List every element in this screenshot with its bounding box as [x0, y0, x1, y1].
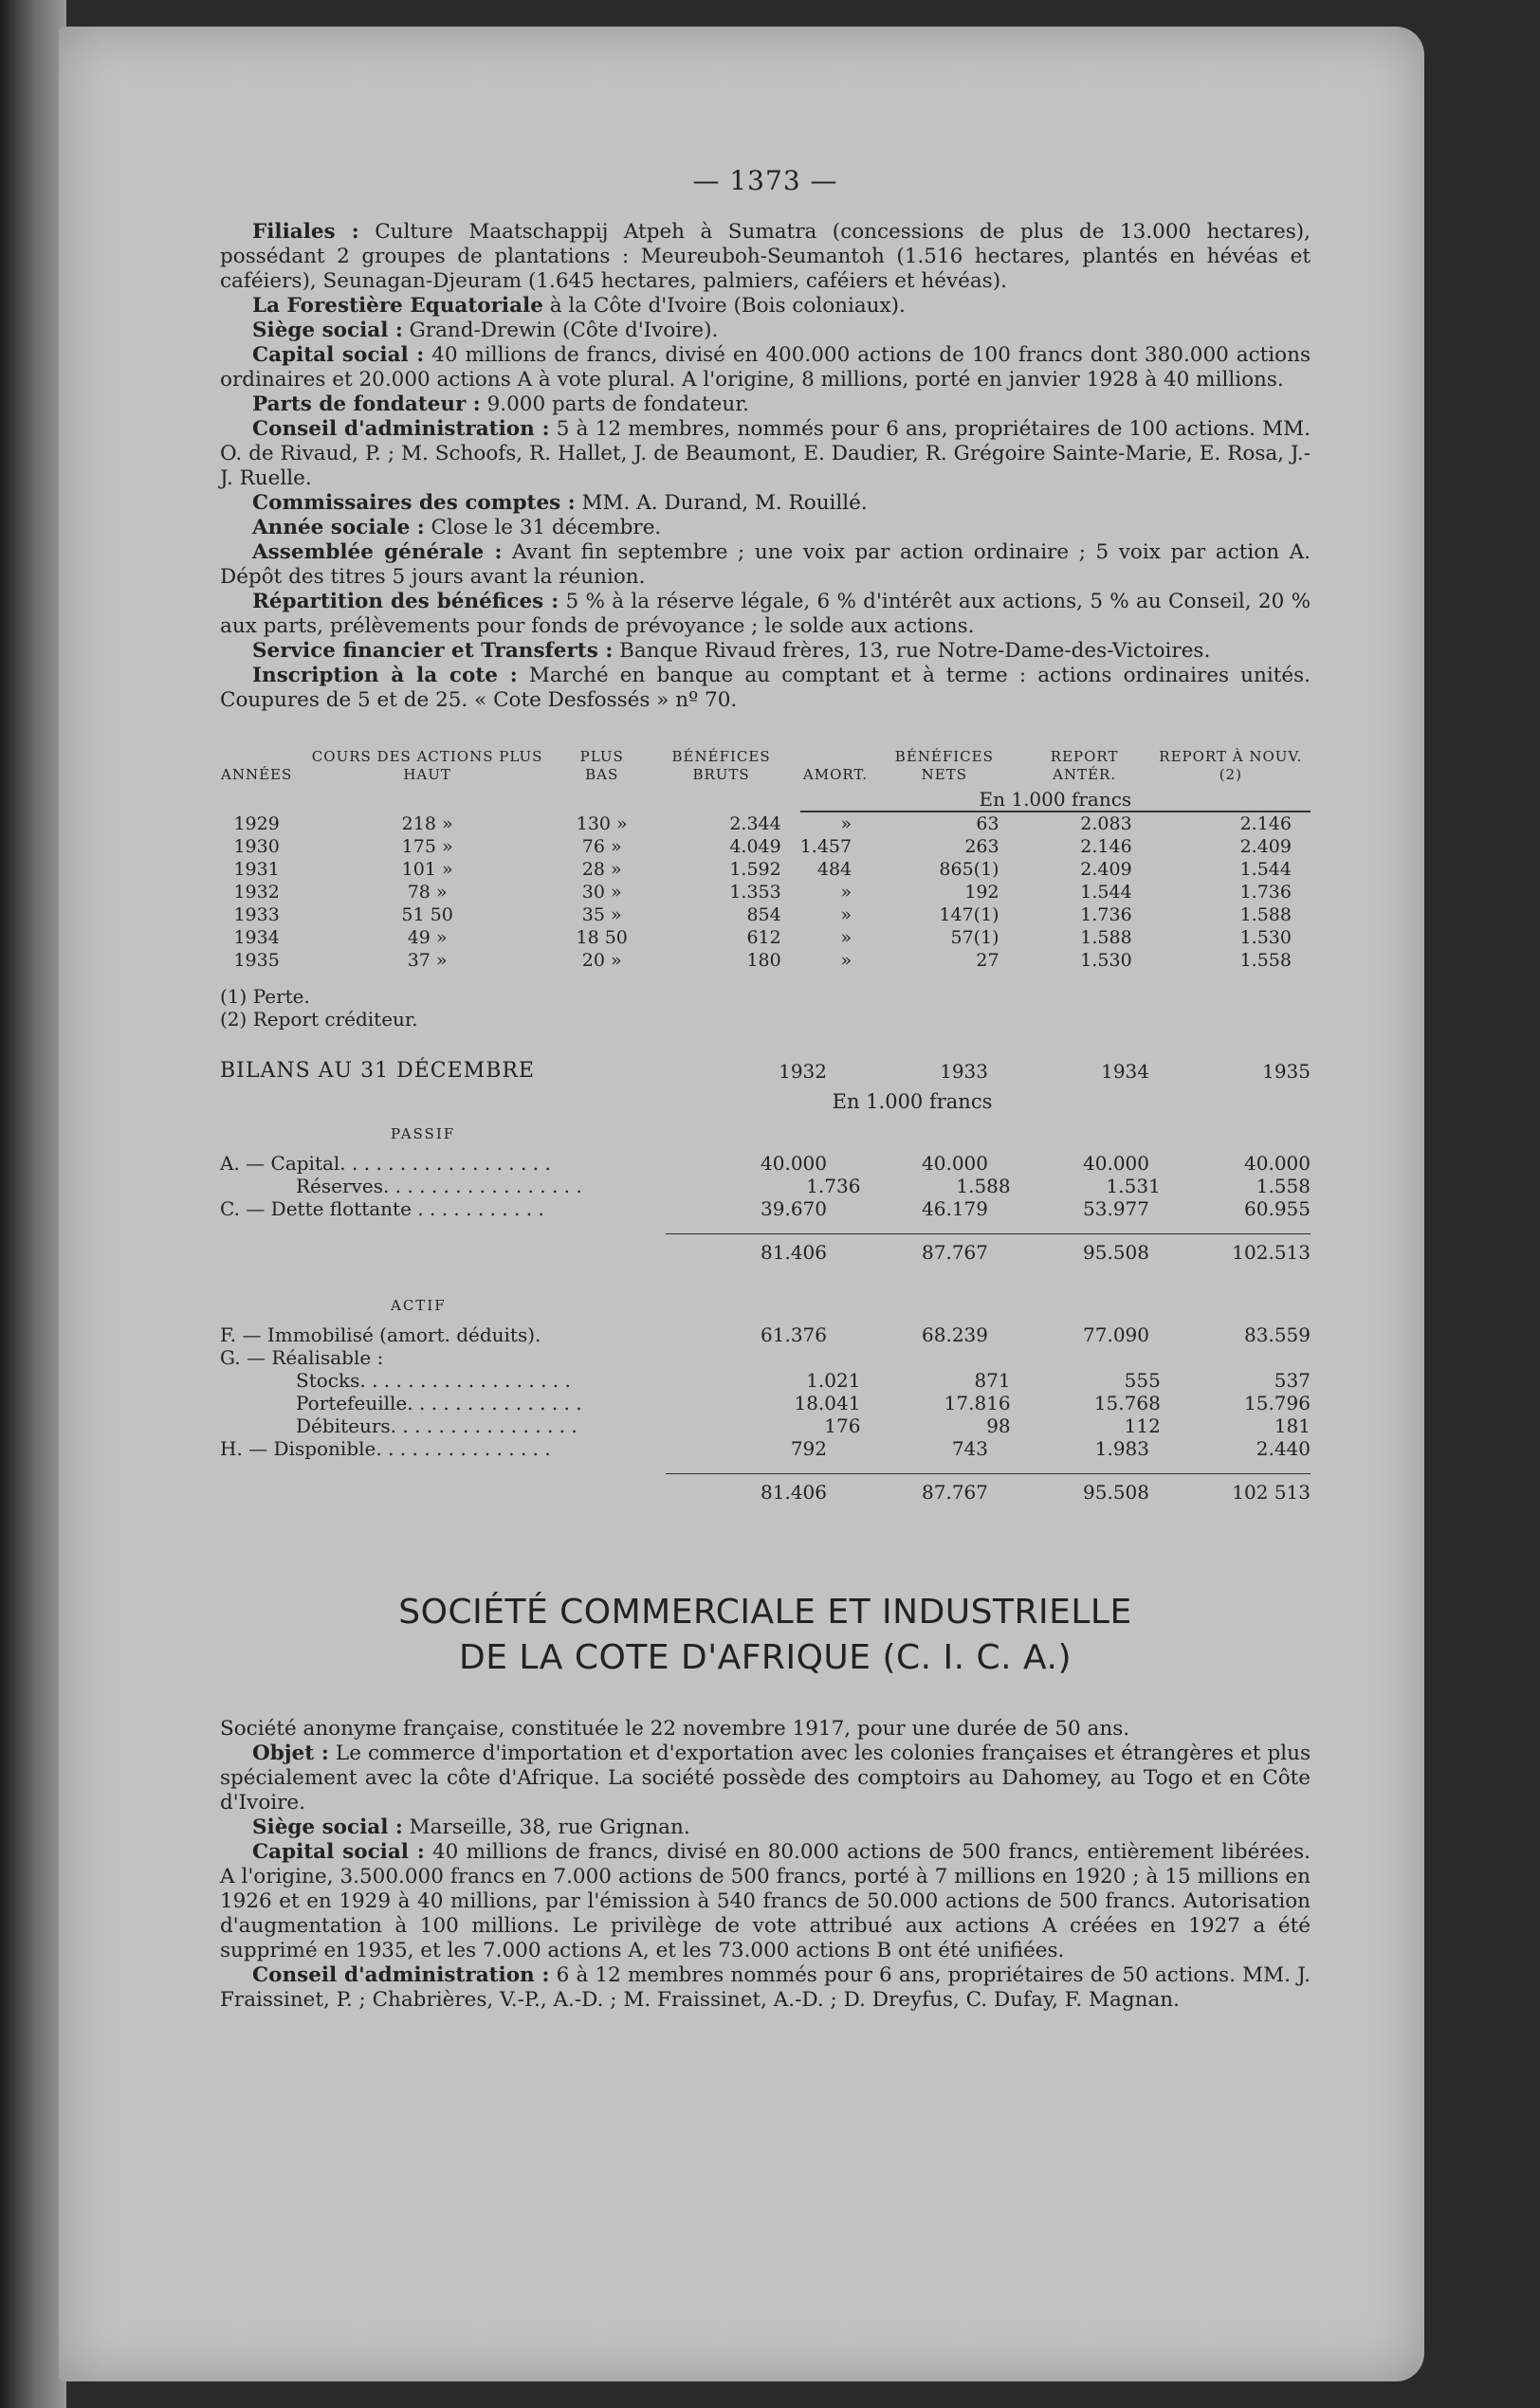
company-heading-line1: SOCIÉTÉ COMMERCIALE ET INDUSTRIELLE — [398, 1593, 1132, 1632]
balance-value: 181 — [1274, 1414, 1311, 1437]
paragraph — [220, 343, 1311, 392]
table-cell: 2.146 — [1239, 813, 1292, 834]
table-row — [220, 949, 1311, 972]
balance-row-label: Débiteurs. . . . . . . . . . . . . . . . — [296, 1414, 578, 1437]
page-content — [220, 165, 1311, 2013]
balance-value: 46.179 — [922, 1197, 988, 1220]
paragraph — [220, 1840, 1311, 1963]
paragraph — [220, 540, 1311, 590]
table-cell: 2.146 — [1080, 836, 1132, 857]
total-value: 87.767 — [827, 1233, 988, 1265]
balance-value: 61.376 — [761, 1323, 827, 1346]
actif-total-row — [220, 1466, 1311, 1505]
balance-row — [220, 1369, 1311, 1392]
balance-row-label: C. — Dette flottante . . . . . . . . . . . — [220, 1197, 544, 1220]
paragraph-text: 40 millions de francs, divisé en 80.000 actions de 500 francs, entièrement libérées. A l'origine, 3.500.000 francs en 7.000 actions de 500 francs, porté à 7 millions en 1920 ; à 15 millions en 1926 et en 1929 à 40 millions, par l'émission à 540 francs de 50.000 actions de 500 francs. Autorisation d'augmentation à 100 millions. Le privilège de vote attribué aux actions A créées en 1927 a été supprimé en 1935, et les 7.000 actions A, et les 73.000 actions B ont été unifiées. — [220, 1840, 1311, 1962]
table-cell: 4.049 — [729, 836, 781, 857]
paragraph-label: Répartition des bénéfices : — [252, 590, 559, 613]
balance-value: 40.000 — [1083, 1152, 1149, 1175]
table-cell: 1932 — [233, 882, 280, 903]
balance-value — [1149, 1346, 1311, 1369]
company-details-section — [220, 220, 1311, 713]
balance-value: 871 — [974, 1369, 1011, 1392]
paragraph — [220, 1742, 1311, 1815]
paragraph-text: Close le 31 décembre. — [424, 516, 662, 539]
column-header: BÉNÉFICES BRUTS — [671, 748, 771, 783]
paragraph — [220, 639, 1311, 664]
table-cell: 1.736 — [1080, 904, 1132, 925]
table-cell: 484 — [816, 859, 852, 880]
table-row — [220, 858, 1311, 881]
table-cell: » — [840, 882, 852, 903]
balance-row-label: F. — Immobilisé (amort. déduits). — [220, 1323, 541, 1346]
balance-value: 1.736 — [806, 1175, 861, 1197]
table-cell: 1.530 — [1080, 950, 1132, 971]
table-cell: 218 » — [401, 813, 453, 834]
total-value: 102 513 — [1149, 1473, 1311, 1505]
performance-unit-label: En 1.000 francs — [800, 788, 1311, 812]
balance-value: 1.558 — [1256, 1175, 1311, 1197]
table-cell: 30 » — [581, 882, 622, 903]
passif-total-row — [220, 1226, 1311, 1265]
table-cell: 1929 — [233, 813, 280, 834]
table-cell: 1.544 — [1080, 882, 1132, 903]
balance-row-label: Stocks. . . . . . . . . . . . . . . . . . — [296, 1369, 571, 1392]
paragraph-text: Le commerce d'importation et d'exportation avec les colonies françaises et étrangères et plus spécialement avec la côte d'Afrique. La société possède des comptoirs au Dahomey, au Togo et en Côte d'Ivoire. — [220, 1742, 1311, 1815]
table-cell: » — [840, 950, 852, 971]
balance-row — [220, 1175, 1311, 1197]
page-number: — 1373 — — [692, 165, 838, 196]
paragraph — [220, 590, 1311, 639]
column-header: BÉNÉFICES NETS — [894, 748, 994, 783]
paragraph-text: Marché en banque au comptant et à terme : actions ordinaires unités. Coupures de 5 et de 25. « Cote Desfossés » nº 70. — [220, 664, 1311, 712]
balance-row-label: G. — Réalisable : — [220, 1346, 384, 1369]
balance-value: 98 — [986, 1414, 1011, 1437]
table-row — [220, 926, 1311, 949]
table-cell: 28 » — [581, 859, 622, 880]
table-cell: 865(1) — [939, 859, 999, 880]
balance-row-label: Réserves. . . . . . . . . . . . . . . . . — [296, 1175, 582, 1197]
balance-value: 15.796 — [1244, 1392, 1311, 1414]
table-cell: 1931 — [233, 859, 280, 880]
table-cell: 263 — [964, 836, 999, 857]
table-cell: 18 50 — [576, 927, 628, 948]
column-header: REPORT ANTÉR. — [1050, 748, 1119, 783]
paragraph-text: Grand-Drewin (Côte d'Ivoire). — [402, 319, 719, 342]
column-header: COURS DES ACTIONS PLUS HAUT — [311, 748, 543, 783]
table-cell: 1933 — [233, 904, 280, 925]
column-header: PLUS BAS — [579, 748, 624, 783]
paragraph-label: Parts de fondateur : — [252, 392, 481, 416]
balance-value — [988, 1346, 1149, 1369]
table-cell: 2.083 — [1080, 813, 1132, 834]
balance-value: 39.670 — [761, 1197, 827, 1220]
paragraph-text: 5 à 12 membres, nommés pour 6 ans, propriétaires de 100 actions. MM. O. de Rivaud, P. ; M. Schoofs, R. Hallet, J. de Beaumont, E. Daudier, R. Grégoire Sainte-Marie, E. Rosa, J.-J. Ruelle. — [220, 417, 1311, 490]
table-cell: 76 » — [581, 836, 622, 857]
paragraph-label: Inscription à la cote : — [252, 664, 518, 687]
balance-value: 555 — [1124, 1369, 1161, 1392]
balance-row — [220, 1346, 1311, 1369]
balance-value: 112 — [1124, 1414, 1161, 1437]
balance-unit-label: En 1.000 francs — [832, 1090, 993, 1113]
table-cell: 175 » — [401, 836, 453, 857]
balance-value: 53.977 — [1083, 1197, 1149, 1220]
table-cell: 51 50 — [401, 904, 453, 925]
paragraph-text: Culture Maatschappij Atpeh à Sumatra (concessions de plus de 13.000 hectares), possédant 2 groupes de plantations : Meureuboh-Seumantoh (1.516 hectares, plantés en hévéas et caféiers), Seunagan-Djeuram (1.645 hectares, palmiers, caféiers et hévéas). — [220, 220, 1311, 293]
paragraph — [220, 294, 1311, 319]
paragraph-label: Objet : — [252, 1742, 329, 1765]
performance-table-body — [220, 812, 1311, 972]
balance-value: 77.090 — [1083, 1323, 1149, 1346]
footnote: (1) Perte. — [220, 985, 310, 1008]
table-cell: 1.457 — [799, 836, 852, 857]
table-row — [220, 881, 1311, 903]
balance-value: 60.955 — [1244, 1197, 1311, 1220]
paragraph-label: Conseil d'administration : — [252, 417, 550, 441]
table-cell: 1.530 — [1239, 927, 1292, 948]
balance-row-label: H. — Disponible. . . . . . . . . . . . . . . — [220, 1437, 551, 1460]
paragraph-text: MM. A. Durand, M. Rouillé. — [575, 491, 868, 515]
spacer — [220, 1473, 666, 1505]
paragraph — [220, 491, 1311, 516]
balance-value: 1.983 — [1094, 1437, 1149, 1460]
column-header: AMORT. — [802, 766, 868, 783]
paragraph-label: La Forestière Equatoriale — [252, 294, 543, 318]
balance-value: 537 — [1274, 1369, 1311, 1392]
table-cell: 1.736 — [1239, 882, 1292, 903]
table-cell: 20 » — [581, 950, 622, 971]
table-row — [220, 903, 1311, 926]
balance-value: 1.531 — [1106, 1175, 1161, 1197]
paragraph-text: à la Côte d'Ivoire (Bois coloniaux). — [542, 294, 906, 318]
paragraph-label: Siège social : — [252, 319, 403, 342]
column-header: REPORT À NOUV.(2) — [1159, 748, 1303, 783]
paragraph — [220, 1963, 1311, 2013]
balance-row — [220, 1414, 1311, 1437]
total-value: 95.508 — [988, 1233, 1149, 1265]
table-cell: » — [840, 904, 852, 925]
balance-row — [220, 1323, 1311, 1346]
balance-value: 40.000 — [922, 1152, 988, 1175]
table-cell: 27 — [976, 950, 999, 971]
table-cell: 101 » — [401, 859, 453, 880]
year-header: 1933 — [940, 1060, 988, 1083]
balance-value: 743 — [951, 1437, 988, 1460]
table-cell: 37 » — [407, 950, 448, 971]
paragraph-label: Capital social : — [252, 1840, 425, 1864]
balance-row-label: Portefeuille. . . . . . . . . . . . . . . — [296, 1392, 582, 1414]
table-cell: 1.558 — [1239, 950, 1292, 971]
table-cell: 854 — [746, 904, 781, 925]
balance-value: 17.816 — [944, 1392, 1011, 1414]
paragraph — [220, 417, 1311, 491]
year-header: 1932 — [779, 1060, 827, 1083]
actif-rows — [220, 1323, 1311, 1460]
table-cell: 2.409 — [1080, 859, 1132, 880]
table-cell: » — [840, 813, 852, 834]
table-cell: 612 — [746, 927, 781, 948]
table-cell: 147(1) — [939, 904, 999, 925]
paragraph-text: Société anonyme française, constituée le 22 novembre 1917, pour une durée de 50 ans. — [220, 1717, 1130, 1741]
paragraph — [220, 220, 1311, 294]
table-cell: 63 — [976, 813, 999, 834]
balance-row — [220, 1437, 1311, 1460]
balance-row — [220, 1152, 1311, 1175]
total-value: 81.406 — [666, 1233, 827, 1265]
table-cell: 1.592 — [729, 859, 781, 880]
paragraph-label: Filiales : — [252, 220, 359, 244]
table-cell: 1.588 — [1239, 904, 1292, 925]
paragraph-label: Année sociale : — [252, 516, 425, 539]
table-cell: 49 » — [407, 927, 448, 948]
paragraph-text: Banque Rivaud frères, 13, rue Notre-Dame-des-Victoires. — [613, 639, 1211, 663]
paragraph-label: Service financier et Transferts : — [252, 639, 614, 663]
balance-value: 40.000 — [1244, 1152, 1311, 1175]
table-cell: 1930 — [233, 836, 280, 857]
column-header: ANNÉES — [221, 766, 293, 783]
table-cell: 1.588 — [1080, 927, 1132, 948]
table-cell: 2.409 — [1239, 836, 1292, 857]
paragraph-label: Conseil d'administration : — [252, 1963, 550, 1987]
performance-table — [220, 747, 1311, 972]
table-row — [220, 812, 1311, 835]
paragraph-text: 5 % à la réserve légale, 6 % d'intérêt aux actions, 5 % au Conseil, 20 % aux parts, prélèvements pour fonds de prévoyance ; le solde aux actions. — [220, 590, 1311, 638]
balance-value: 1.588 — [956, 1175, 1011, 1197]
table-cell: 2.344 — [729, 813, 781, 834]
balance-row — [220, 1197, 1311, 1220]
table-cell: 180 — [746, 950, 781, 971]
balance-value: 792 — [790, 1437, 827, 1460]
paragraph-label: Capital social : — [252, 343, 425, 367]
balance-row-label: A. — Capital. . . . . . . . . . . . . . . . . . — [220, 1152, 551, 1175]
paragraph-text: 6 à 12 membres nommés pour 6 ans, propriétaires de 50 actions. MM. J. Fraissinet, P. ; Chabrières, V.-P., A.-D. ; M. Fraissinet, A.-D. ; D. Dreyfus, C. Dufay, F. Magnan. — [220, 1963, 1311, 2012]
table-row — [220, 835, 1311, 858]
company-heading-line2: DE LA COTE D'AFRIQUE (C. I. C. A.) — [458, 1638, 1072, 1677]
balance-value: 83.559 — [1244, 1323, 1311, 1346]
balance-value: 15.768 — [1093, 1392, 1161, 1414]
paragraph — [220, 319, 1311, 343]
table-cell: 1934 — [233, 927, 280, 948]
adjacent-page-edge — [0, 0, 66, 2408]
total-value: 95.508 — [988, 1473, 1149, 1505]
balance-value: 176 — [824, 1414, 861, 1437]
paragraph-text: 9.000 parts de fondateur. — [480, 392, 749, 416]
spacer — [220, 1233, 666, 1265]
company-heading — [220, 1590, 1311, 1681]
table-cell: 192 — [964, 882, 999, 903]
table-cell: 1935 — [233, 950, 280, 971]
balance-value: 40.000 — [761, 1152, 827, 1175]
balance-row — [220, 1392, 1311, 1414]
paragraph-label: Assemblée générale : — [252, 540, 503, 564]
table-cell: » — [840, 927, 852, 948]
balance-value — [666, 1346, 827, 1369]
balance-value: 18.041 — [794, 1392, 861, 1414]
table-notes — [220, 985, 1311, 1031]
balance-sheet — [220, 1059, 1311, 1505]
passif-heading: PASSIF — [391, 1125, 456, 1142]
table-cell: 35 » — [581, 904, 622, 925]
paragraph-text: Avant fin septembre ; une voix par action ordinaire ; 5 voix par action A. Dépôt des titres 5 jours avant la réunion. — [220, 540, 1311, 589]
table-cell: 130 » — [576, 813, 628, 834]
paragraph-text: 40 millions de francs, divisé en 400.000 actions de 100 francs dont 380.000 actions ordinaires et 20.000 actions A à vote plural. A l'origine, 8 millions, porté en janvier 1928 à 40 millions. — [220, 343, 1311, 392]
balance-value: 68.239 — [922, 1323, 988, 1346]
actif-heading: ACTIF — [391, 1297, 447, 1314]
paragraph — [220, 392, 1311, 417]
table-cell: 1.353 — [729, 882, 781, 903]
paragraph — [220, 1717, 1311, 1742]
document-page — [59, 27, 1424, 2381]
paragraph — [220, 516, 1311, 540]
table-cell: 78 » — [407, 882, 448, 903]
paragraph-label: Siège social : — [252, 1815, 403, 1839]
total-value: 102.513 — [1149, 1233, 1311, 1265]
total-value: 87.767 — [827, 1473, 988, 1505]
balance-value — [827, 1346, 988, 1369]
year-header: 1934 — [1101, 1060, 1149, 1083]
balance-sheet-title: BILANS AU 31 DÉCEMBRE — [220, 1059, 535, 1083]
paragraph-text: Marseille, 38, rue Grignan. — [402, 1815, 690, 1839]
cica-details-section — [220, 1717, 1311, 2013]
table-cell: 57(1) — [950, 927, 999, 948]
total-value: 81.406 — [666, 1473, 827, 1505]
paragraph-label: Commissaires des comptes : — [252, 491, 576, 515]
footnote: (2) Report créditeur. — [220, 1008, 418, 1031]
balance-value: 1.021 — [806, 1369, 861, 1392]
paragraph — [220, 1815, 1311, 1840]
balance-value: 2.440 — [1256, 1437, 1311, 1460]
performance-table-header — [220, 747, 1311, 788]
paragraph — [220, 664, 1311, 713]
year-header: 1935 — [1262, 1060, 1311, 1083]
passif-rows — [220, 1152, 1311, 1220]
table-cell: 1.544 — [1239, 859, 1292, 880]
